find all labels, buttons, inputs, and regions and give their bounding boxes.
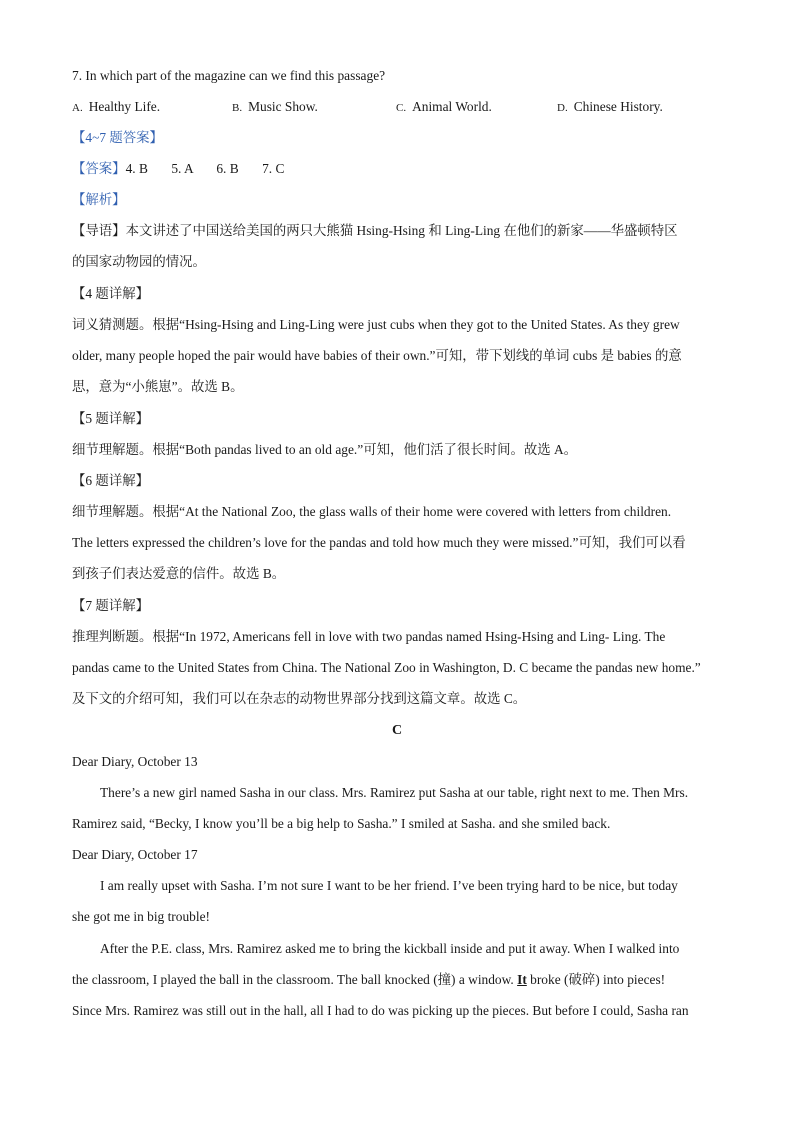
q4-label: 【4 题详解】	[72, 286, 149, 301]
q6-line-1: 细节理解题。根据“At the National Zoo, the glass walls of their home were covered with letters from children.	[72, 504, 672, 519]
q5-line-1: 细节理解题。根据“Both pandas lived to an old age.”可知，他们活了很长时间。故选 A。	[72, 442, 578, 457]
diary-2-paragraph-line-2: she got me in big trouble!	[72, 909, 210, 924]
option-b	[232, 97, 318, 118]
option-b-letter: B.	[232, 102, 243, 114]
guide-line-1	[72, 221, 722, 241]
paragraph-3-line-3: Since Mrs. Ramirez was still out in the hall, all I had to do was picking up the pieces. But before I could, Sasha ran	[72, 1003, 689, 1018]
analysis-label: 【解析】	[72, 192, 126, 207]
option-b-text: Music Show.	[248, 99, 318, 114]
option-a-letter: A.	[72, 102, 83, 114]
option-c-letter: C.	[396, 102, 407, 114]
q6-line-3: 到孩子们表达爱意的信件。故选 B。	[72, 566, 286, 581]
q6-line-2: The letters expressed the children’s love for the pandas and told how much they were missed.”可知，我们可以看	[72, 535, 686, 550]
paragraph-3-line-2-start: the classroom, I played the ball in the classroom. The ball knocked (撞) a window.	[72, 972, 518, 987]
answer-section-header: 【4~7 题答案】	[72, 130, 163, 145]
diary-2-date: Dear Diary, October 17	[72, 847, 198, 862]
q7-label: 【7 题详解】	[72, 598, 149, 613]
diary-1-paragraph-line-2: Ramirez said, “Becky, I know you’ll be a big help to Sasha.” I smiled at Sasha. and she smiled back.	[72, 816, 611, 831]
diary-1-paragraph-line-1: There’s a new girl named Sasha in our class. Mrs. Ramirez put Sasha at our table, right next to me. Then Mrs.	[100, 785, 689, 800]
q4-line-2: older, many people hoped the pair would have babies of their own.”可知，带下划线的单词 cubs 是 babies 的意	[72, 348, 682, 363]
section-c-heading: C	[391, 723, 403, 738]
q7-line-3: 及下文的介绍可知，我们可以在杂志的动物世界部分找到这篇文章。故选 C。	[72, 691, 527, 706]
answer-row	[72, 159, 722, 179]
q4-line-3: 思，意为“小熊崽”。故选 B。	[72, 379, 244, 394]
option-c	[396, 97, 492, 118]
question-7-stem: 7. In which part of the magazine can we find this passage?	[72, 68, 386, 83]
paragraph-3-line-1: After the P.E. class, Mrs. Ramirez asked me to bring the kickball inside and put it away. When I walked into	[100, 941, 680, 956]
paragraph-3-line-2-end: broke (破碎) into pieces!	[526, 972, 666, 987]
option-d-text: Chinese History.	[573, 99, 663, 114]
q4-line-1: 词义猜测题。根据“Hsing-Hsing and Ling-Ling were just cubs when they got to the United States. As they grew	[72, 317, 680, 332]
q7-line-2: pandas came to the United States from China. The National Zoo in Washington, D. C became the pandas new home.”	[72, 660, 701, 675]
q5-label: 【5 题详解】	[72, 411, 149, 426]
guide-label: 【导语】	[72, 223, 126, 238]
option-a	[72, 97, 160, 118]
q7-line-1: 推理判断题。根据“In 1972, Americans fell in love with two pandas named Hsing-Hsing and Ling- Ling. The	[72, 629, 666, 644]
answer-label: 【答案】	[72, 161, 126, 176]
option-a-text: Healthy Life.	[88, 99, 161, 114]
diary-1-date: Dear Diary, October 13	[72, 754, 198, 769]
paragraph-3-line-2	[72, 970, 722, 990]
underlined-word-it: It	[517, 972, 527, 987]
guide-line-2: 的国家动物园的情况。	[72, 254, 206, 269]
diary-2-paragraph-line-1: I am really upset with Sasha. I’m not sure I want to be her friend. I’ve been trying hard to be nice, but today	[100, 878, 678, 893]
q6-label: 【6 题详解】	[72, 473, 149, 488]
option-c-text: Animal World.	[412, 99, 492, 114]
option-d	[557, 97, 663, 118]
answer-values: 4. B 5. A 6. B 7. C	[125, 161, 285, 176]
option-d-letter: D.	[557, 102, 568, 114]
guide-text-1: 本文讲述了中国送给美国的两只大熊猫 Hsing-Hsing 和 Ling-Ling 在他们的新家——华盛顿特区	[125, 223, 678, 238]
